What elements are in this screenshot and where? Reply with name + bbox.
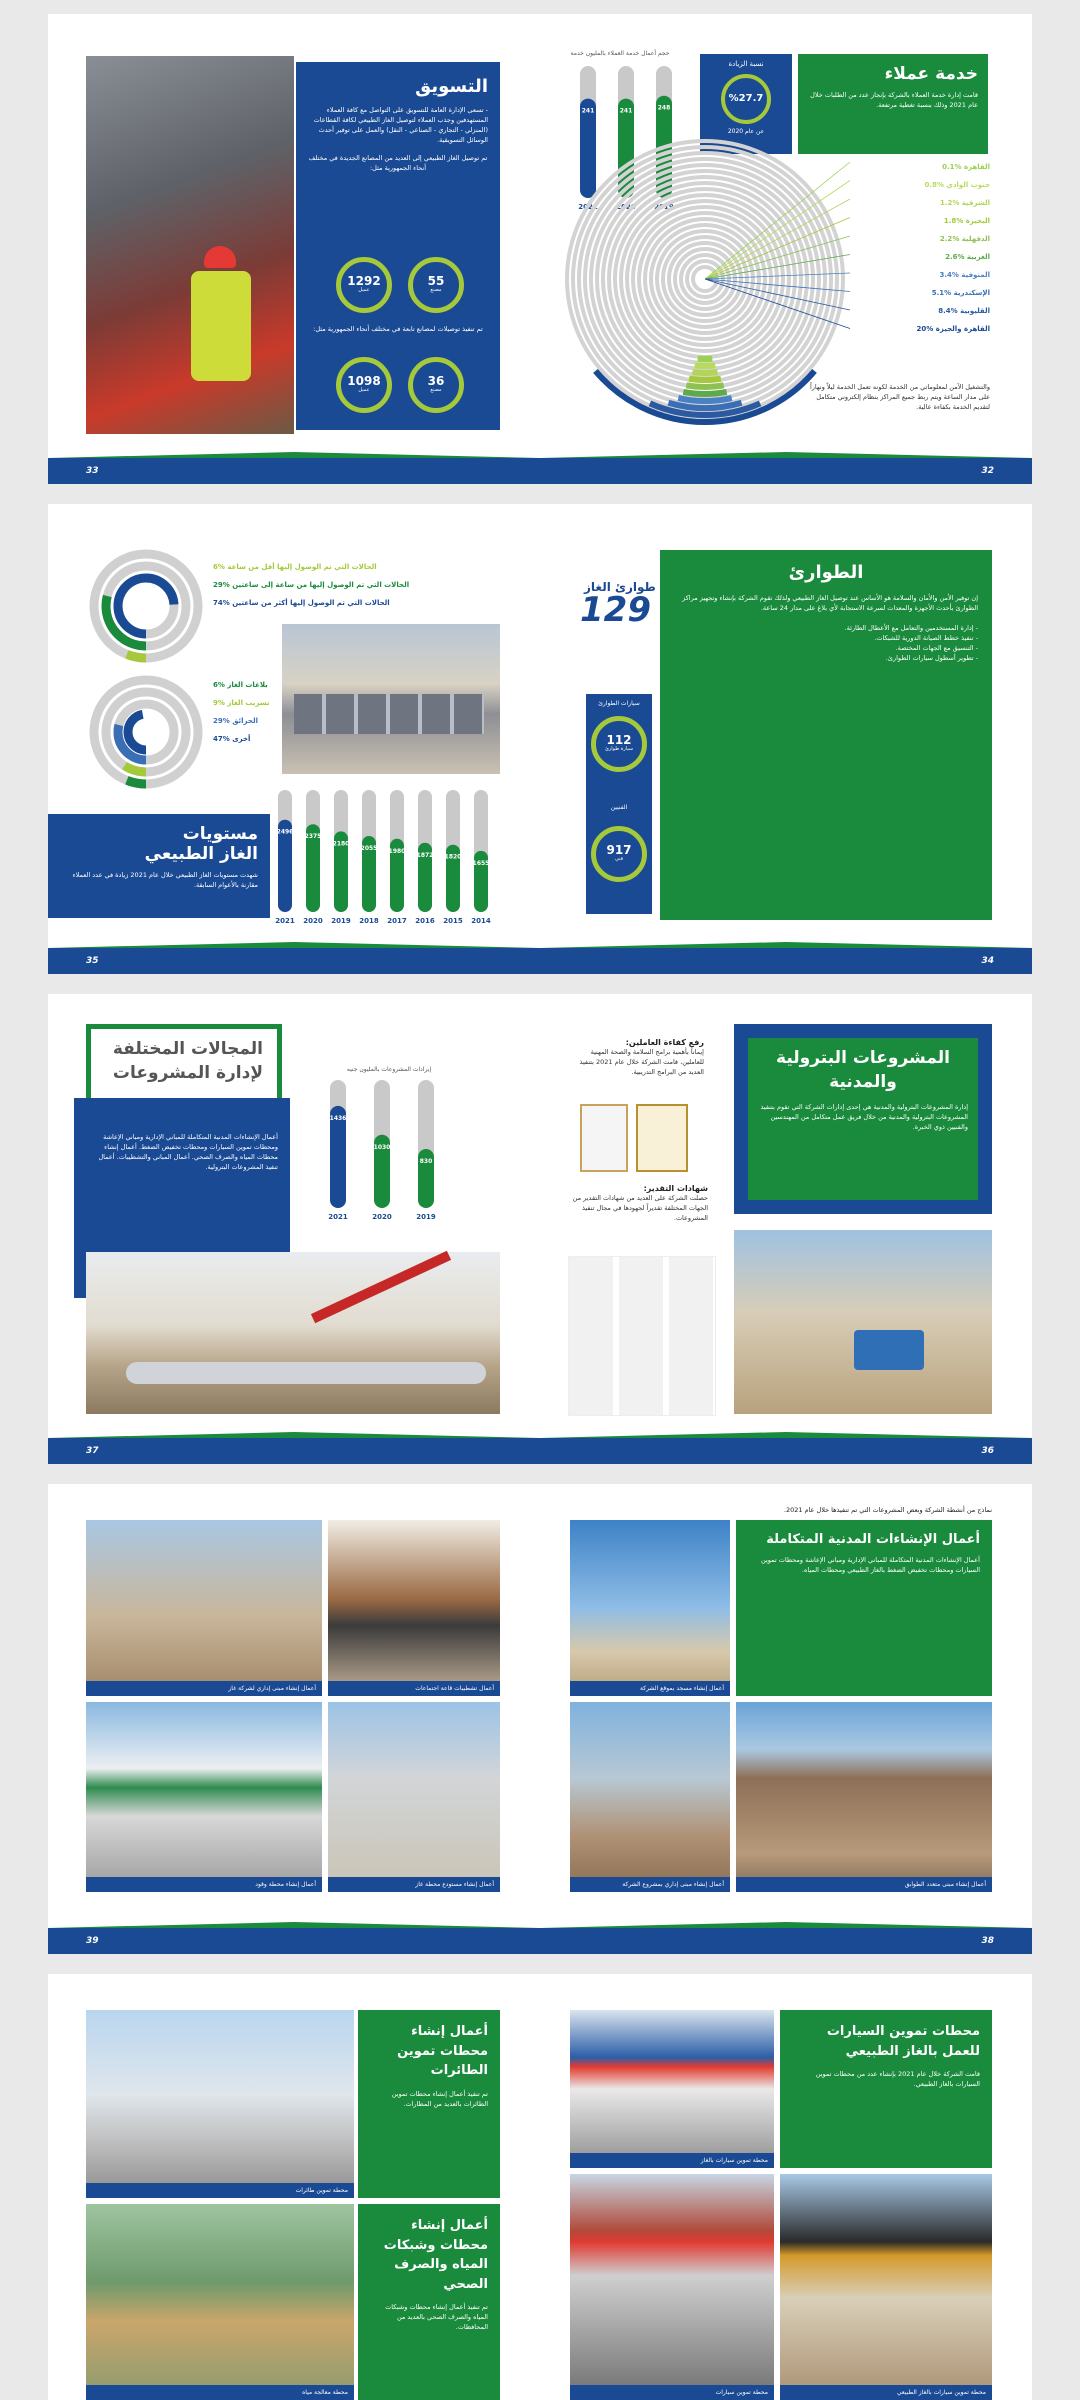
worker-vest xyxy=(191,271,251,381)
bar-label: 2019 xyxy=(654,203,674,211)
projects-bar-title: إيرادات المشروعات بالمليون جنيه xyxy=(346,1066,432,1073)
levels-panel xyxy=(48,814,270,918)
bar-value: 1436 xyxy=(329,1114,347,1122)
radial-arc xyxy=(689,379,721,380)
donut-legend-item: الحالات التي تم الوصول إليها أكثر من ساعتين %74 xyxy=(213,599,390,607)
radial-arc xyxy=(695,365,716,366)
marketing-sub1: تم توصيل الغاز الطبيعي إلى العديد من المصانع الجديدة في مختلف أنحاء الجمهورية مثل: xyxy=(308,154,488,173)
marketing-sub2: تم تنفيذ توصيلات لمصانع تابعة في مختلف أنحاء الجمهورية مثل: xyxy=(313,325,483,333)
quality-text: إيماناً بأهمية برامج السلامة والصحة المهنية للعاملين، قامت الشركة خلال عام 2021 بتنفيذ العديد من البرامج التدريبية. xyxy=(579,1048,704,1077)
bar-value: 1980 xyxy=(388,847,406,855)
radial-arc xyxy=(678,398,731,401)
emergency-panel xyxy=(660,550,992,920)
legend-item: جنوب الوادي %0.8 xyxy=(924,181,990,189)
incident-type-donut xyxy=(86,672,206,792)
legend-item: الشرقية %1.2 xyxy=(939,199,990,207)
fields-text: أعمال الإنشاءات المدنية المتكاملة للمباني الإدارية ومباني الإعاشة ومحطات تموين السيارات ومحطات تخفيض الضغط. أعمال إنشاء محطات المياه والصرف الصحي. أعمال المباني والتشطيبات. أعمال تنفيذ المشروعات البترولية. xyxy=(98,1133,278,1172)
page-number: 38 xyxy=(981,1936,994,1946)
petro-title: المشروعات البترولية xyxy=(776,1048,950,1068)
photo-warehouse xyxy=(328,1702,500,1892)
customer-service-title: خدمة عملاء xyxy=(884,64,978,84)
spread-civil-works xyxy=(48,1484,1032,1954)
governorate-legend xyxy=(870,158,990,338)
legend-item: القاهرة %0.1 xyxy=(942,163,990,171)
petro-site-photo xyxy=(734,1230,992,1414)
ring-36: 36 مصنع xyxy=(408,357,464,413)
emergency-title: الطوارئ xyxy=(788,562,864,583)
caption-airport: محطة تموين طائرات xyxy=(86,2183,354,2198)
photo-building-frame xyxy=(86,1520,322,1696)
certs-block xyxy=(568,1184,708,1223)
page-33 xyxy=(48,14,540,484)
crane-truck xyxy=(854,1330,924,1370)
rate-label: نسبة الزيادة xyxy=(728,60,764,68)
donut-legend-item: تسريب الغاز %9 xyxy=(213,699,270,707)
em-ring-title-1: سيارات الطوارئ xyxy=(598,700,640,707)
airport-title: أعمال إنشاء محطات تموين الطائرات xyxy=(397,2024,488,2078)
bar-label: 2016 xyxy=(415,917,435,925)
pipeline-crane-photo xyxy=(86,1252,500,1414)
photo-construction-site xyxy=(570,1702,730,1892)
projects-bar-chart xyxy=(330,1080,460,1225)
crane-arm xyxy=(311,1251,451,1323)
bar-value: 241 xyxy=(619,107,633,115)
marketing-title: التسويق xyxy=(415,76,488,97)
bar-value: 2375 xyxy=(304,833,322,841)
caption-1: أعمال إنشاء مبنى إداري لشركة غاز xyxy=(86,1681,322,1696)
certificate-1 xyxy=(580,1104,628,1172)
bar-label: 2014 xyxy=(471,917,491,925)
bar-value: 1820 xyxy=(444,853,462,861)
bar-label: 2021 xyxy=(578,203,598,211)
rate-box xyxy=(700,54,792,154)
page-footer-left xyxy=(48,448,540,484)
yearly-levels-bar-chart xyxy=(275,790,508,930)
bar-label: 2017 xyxy=(387,917,407,925)
page-number: 36 xyxy=(981,1446,994,1456)
worker-helmet xyxy=(204,246,236,268)
donut-legend-item: الحالات التي تم الوصول إليها من ساعة إلى ساعتين %29 xyxy=(213,581,410,589)
quality-block xyxy=(568,1038,704,1077)
page-number: 33 xyxy=(86,466,99,476)
vehicles-row xyxy=(294,694,484,734)
radial-arc xyxy=(683,392,726,394)
levels-title: مستويات xyxy=(182,824,258,844)
photo-office-building xyxy=(736,1702,992,1892)
response-time-legend xyxy=(213,558,503,612)
petro-text: إدارة المشروعات البترولية والمدنية هي إحدى إدارات الشركة التي تقوم بتنفيذ المشروعات البترولية والمدنية من خلال فريق عمل متكامل من المهندسين والفنيين ذوي الخبرة. xyxy=(760,1103,968,1132)
bar-value: 241 xyxy=(581,107,595,115)
legend-item: الغربية %2.6 xyxy=(945,253,990,261)
emergency-points: - إدارة المستخدمين والتعامل مع الأعطال الطارئة. - تنفيذ خطط الصيانة الدورية للشبكات. - التنسيق مع الجهات المختصة. - تطوير أسطول سيارات الطوارئ. xyxy=(844,624,978,663)
spread-stations xyxy=(48,1974,1032,2400)
bar-label: 2018 xyxy=(359,917,379,925)
photo-cng-station-3 xyxy=(780,2174,992,2400)
legend-item: الدقهلية %2.2 xyxy=(939,235,990,243)
page-40 xyxy=(540,1974,1032,2400)
caption-water: محطة معالجة مياه xyxy=(86,2385,354,2400)
bar-label: 2020 xyxy=(616,203,636,211)
civil-panel xyxy=(736,1520,992,1696)
petro-panel xyxy=(744,1034,982,1204)
bar-label: 2020 xyxy=(303,917,323,925)
page-39 xyxy=(48,1484,540,1954)
cert-grid xyxy=(568,1256,716,1416)
certificate-images xyxy=(580,1104,690,1174)
ring-1292: 1292 عميل xyxy=(336,257,392,313)
photo-cng-station-2 xyxy=(570,2174,774,2400)
spread-projects xyxy=(48,994,1032,1464)
caption-7: أعمال إنشاء مبنى متعدد الطوابق xyxy=(736,1877,992,1892)
emergency-number: 129 xyxy=(580,590,651,630)
levels-title-2: الغاز الطبيعي xyxy=(144,844,258,864)
bar-value: 1655 xyxy=(472,859,490,867)
certificate-2 xyxy=(636,1104,688,1172)
bar-value: 1872 xyxy=(416,851,434,859)
page-footer-left xyxy=(48,1428,540,1464)
bar-label: 2021 xyxy=(328,1213,348,1221)
bar-value: 2496 xyxy=(276,828,294,836)
photo-airport-station xyxy=(86,2010,354,2198)
page-footer-right xyxy=(540,1428,1032,1464)
header-note: نماذج من أنشطة الشركة وبعض المشروعات التي تم تنفيذها خلال عام 2021. xyxy=(783,1506,992,1514)
petro-title-frame xyxy=(734,1024,992,1214)
page-37 xyxy=(48,994,540,1464)
page-36 xyxy=(540,994,1032,1464)
donut-legend-item: بلاغات الغاز %6 xyxy=(213,681,268,689)
ring-55: 55 مصنع xyxy=(408,257,464,313)
emergency-text: إن توفير الأمن والأمان والسلامة هو الأساس عند توصيل الغاز الطبيعي ولذلك تقوم الشركة بإنشاء وتجهيز مراكز الطوارئ بأحدث الأجهزة والمعدات لسرعة الاستجابة لأي بلاغ على مدار 24 ساعة. xyxy=(682,594,978,613)
marketing-text: - تسعى الإدارة العامة للتسويق على التواصل مع كافة العملاء المستهدفين وجذب العملاء لتوصيل الغاز الطبيعي لكافة القطاعات (المنزلي - التجاري - الصناعي - النقل) والعمل على توفير أحدث الوسائل التسويقية. xyxy=(313,106,488,145)
page-footer-right xyxy=(540,938,1032,974)
rate-ring: %27.7 xyxy=(721,74,771,124)
pipe-shape xyxy=(126,1362,486,1384)
legend-item: البحيرة %1.8 xyxy=(943,217,990,225)
emergency-label: طوارئ الغاز xyxy=(584,580,656,594)
customer-service-bottom-text: والتشغيل الآمن لمعلوماتي من الخدمة لكونه تعمل الخدمة ليلاً ونهاراً على مدار الساعة ويتم ربط جميع المراكز بنظام إلكتروني متكامل لتقديم الخدمة بكفاءة عالية. xyxy=(809,383,990,412)
page-number: 39 xyxy=(86,1936,99,1946)
caption-cng-2: محطة تموين سيارات xyxy=(570,2385,774,2400)
bar-value: 2055 xyxy=(360,845,378,853)
rate-sub: عن عام 2020 xyxy=(727,128,765,135)
civil-title: أعمال الإنشاءات المدنية المتكاملة xyxy=(766,1532,980,1547)
page-footer-right xyxy=(540,448,1032,484)
response-time-donut xyxy=(86,546,206,666)
quality-title: رفع كفاءة العاملين: xyxy=(625,1038,704,1047)
levels-text: شهدت مستويات الغاز الطبيعي خلال عام 2021 زيادة في عدد العملاء مقارنة بالأعوام السابقة. xyxy=(72,871,258,890)
customer-service-panel xyxy=(798,54,988,154)
page-number: 37 xyxy=(86,1446,99,1456)
caption-6: أعمال إنشاء مبنى إداري بمشروع الشركة xyxy=(570,1877,730,1892)
page-footer-right xyxy=(540,1918,1032,1954)
emergency-stats-panel xyxy=(586,694,652,914)
bar-label: 2020 xyxy=(372,1213,392,1221)
civil-text: أعمال الإنشاءات المدنية المتكاملة للمباني الإدارية ومباني الإعاشة ومحطات تموين السيارات ومحطات تخفيض الضغط بالغاز الطبيعي ومحطات المياه. xyxy=(761,1556,980,1575)
bar-title: حجم أعمال خدمة العملاء بالمليون خدمة xyxy=(570,50,670,57)
caption-4: أعمال إنشاء مستودع محطة غاز xyxy=(328,1877,500,1892)
caption-3: أعمال إنشاء محطة وقود xyxy=(86,1877,322,1892)
page-number: 32 xyxy=(981,466,994,476)
photo-fuel-station xyxy=(86,1702,322,1892)
customer-service-text: قامت إدارة خدمة العملاء بالشركة بإنجاز عدد من الطلبات خلال عام 2021 وذلك بنسبة تغطية مرتفعة. xyxy=(810,91,978,110)
water-text: تم تنفيذ أعمال إنشاء محطات وشبكات المياه والصرف الصحي بالعديد من المحافظات. xyxy=(385,2303,488,2332)
page-number: 34 xyxy=(981,956,994,966)
spread-emergency-levels xyxy=(48,504,1032,974)
page-34 xyxy=(540,504,1032,974)
donut-arc xyxy=(128,714,164,750)
donut-legend-item: الحالات التي تم الوصول إليها أقل من ساعة %6 xyxy=(213,563,377,571)
donut-legend-item: الحرائق %29 xyxy=(213,717,258,725)
legend-item: الإسكندرية %5.1 xyxy=(931,289,990,297)
bar-label: 2019 xyxy=(416,1213,436,1221)
page-41 xyxy=(48,1974,540,2400)
workers-photo xyxy=(86,56,294,434)
airport-text: تم تنفيذ أعمال إنشاء محطات تموين الطائرات بالعديد من المطارات. xyxy=(391,2089,488,2108)
cng-title: محطات تموين السيارات للعمل بالغاز الطبيعي xyxy=(826,2024,980,2059)
airport-panel xyxy=(358,2010,500,2198)
petro-title-2: والمدنية xyxy=(829,1072,897,1092)
caption-cng-3: محطة تموين سيارات بالغاز الطبيعي xyxy=(780,2385,992,2400)
bar-value: 830 xyxy=(419,1157,433,1165)
page-35 xyxy=(48,504,540,974)
caption-2: أعمال تشطيبات قاعة اجتماعات xyxy=(328,1681,500,1696)
page-38 xyxy=(540,1484,1032,1954)
page-number: 35 xyxy=(86,956,99,966)
radial-arc xyxy=(686,385,723,387)
ring-917: 917 فني xyxy=(591,826,647,882)
water-title: أعمال إنشاء محطات وشبكات المياه والصرف الصحي xyxy=(383,2218,488,2292)
page-footer-left xyxy=(48,938,540,974)
water-panel xyxy=(358,2204,500,2400)
photo-mosque xyxy=(570,1520,730,1696)
cng-panel xyxy=(780,2010,992,2168)
photo-meeting-room xyxy=(328,1520,500,1696)
caption-5: أعمال إنشاء مسجد بموقع الشركة xyxy=(570,1681,730,1696)
cng-text: قامت الشركة خلال عام 2021 بإنشاء عدد من محطات تموين السيارات بالغاز الطبيعي. xyxy=(815,2070,980,2089)
certs-text: حصلت الشركة على العديد من شهادات التقدير من الجهات المختلفة تقديراً لجهودها في مجال تنفيذ المشروعات. xyxy=(572,1194,708,1223)
legend-item: المنوفية %3.4 xyxy=(939,271,990,279)
caption-cng-1: محطة تموين سيارات بالغاز xyxy=(570,2153,774,2168)
donut-legend-item: أخرى %47 xyxy=(213,735,251,743)
radial-arc xyxy=(692,372,717,373)
legend-item: القليوبية %8.4 xyxy=(938,307,990,315)
bar-value: 2180 xyxy=(332,840,350,848)
bar-label: 2015 xyxy=(443,917,463,925)
em-ring-title-2: الفنيين xyxy=(610,804,628,811)
emergency-vehicles-photo xyxy=(282,624,500,774)
marketing-panel xyxy=(296,62,500,430)
bar-value: 248 xyxy=(657,104,671,112)
governorate-radial-chart xyxy=(550,144,850,474)
page-footer-left xyxy=(48,1918,540,1954)
ring-112: 112 سيارة طوارئ xyxy=(591,716,647,772)
bar-label: 2021 xyxy=(275,917,295,925)
legend-item: القاهرة والجيزة %20 xyxy=(916,325,990,333)
fields-title-2: لإدارة المشروعات xyxy=(112,1063,263,1083)
certs-title: شهادات التقدير: xyxy=(643,1184,708,1193)
bar-value: 1030 xyxy=(373,1143,391,1151)
page-32 xyxy=(540,14,1032,484)
spread-marketing-customer-service xyxy=(48,14,1032,484)
photo-water-plant xyxy=(86,2204,354,2400)
bar-label: 2019 xyxy=(331,917,351,925)
photo-cng-station-1 xyxy=(570,2010,774,2168)
ring-1098: 1098 عميل xyxy=(336,357,392,413)
fields-title: المجالات المختلفة xyxy=(112,1039,263,1059)
